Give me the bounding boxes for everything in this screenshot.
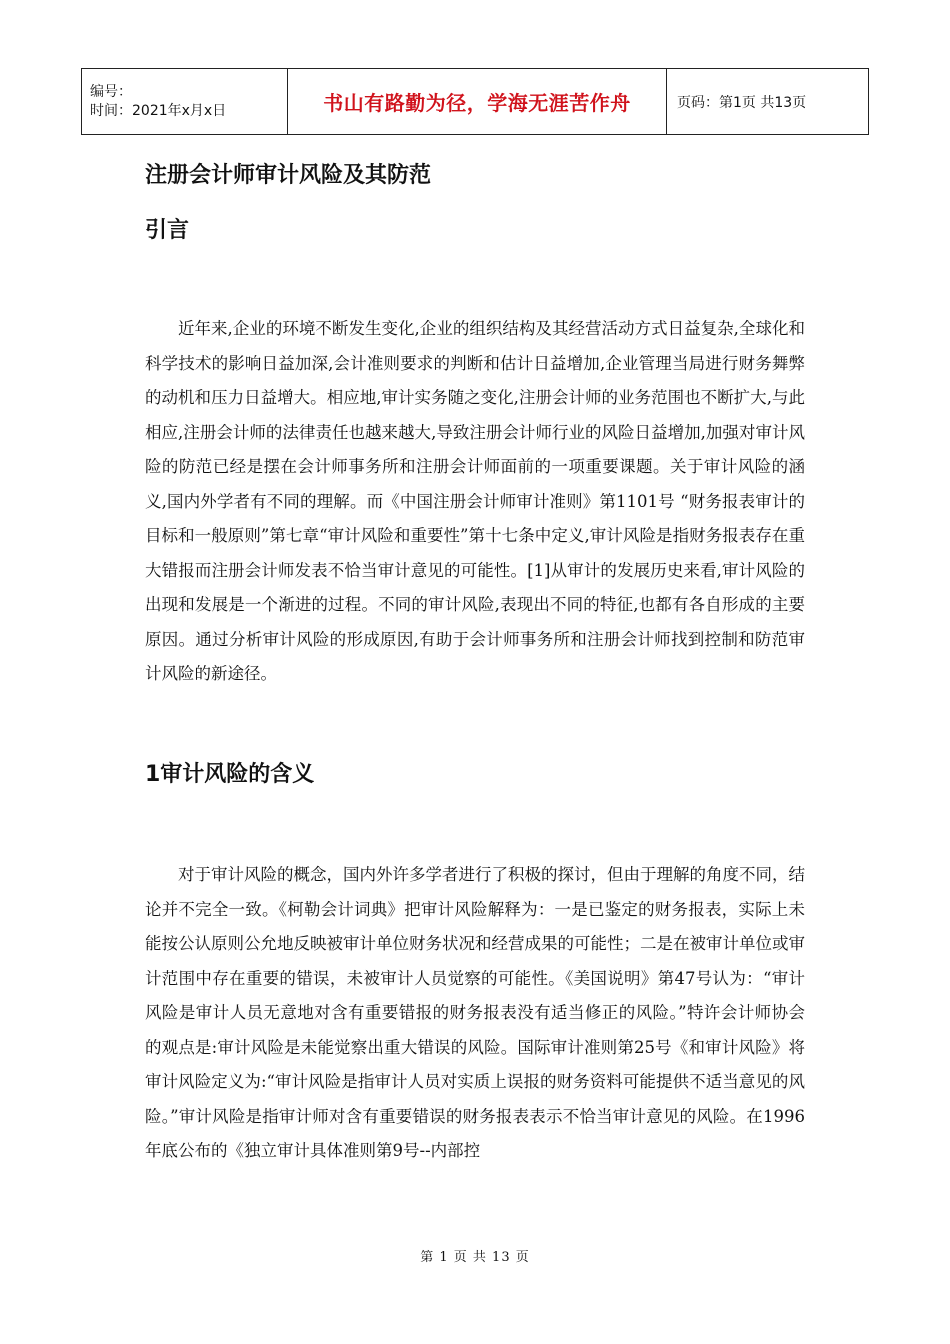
- intro-paragraph: 近年来,企业的环境不断发生变化,企业的组织结构及其经营活动方式日益复杂,全球化和科学技术的影响日益加深,会计准则要求的判断和估计日益增加,企业管理当局进行财务舞弊的动机和压力日益增大。相应地,审计实务随之变化,注册会计师的业务范围也不断扩大,与此相应,注册会计师的法律责任也越来越大,导致注册会计师行业的风险日益增加,加强对审计风险的防范已经是摆在会计师事务所和注册会计师面前的一项重要课题。关于审计风险的涵义,国内外学者有不同的理解。而《中国注册会计师审计准则》第1101号 “财务报表审计的目标和一般原则”第七章“审计风险和重要性”第十七条中定义,审计风险是指财务报表存在重大错报而注册会计师发表不恰当审计意见的可能性。[1]从审计的发展历史来看,审计风险的出现和发展是一个渐进的过程。不同的审计风险,表现出不同的特征,也都有各自形成的主要原因。通过分析审计风险的形成原因,有助于会计师事务所和注册会计师找到控制和防范审计风险的新途径。: [145, 319, 805, 683]
- header-meta-cell: [82, 69, 288, 135]
- section1-paragraph: 对于审计风险的概念，国内外许多学者进行了积极的探讨，但由于理解的角度不同，结论并不完全一致。《柯勒会计词典》把审计风险解释为：一是已鉴定的财务报表，实际上未能按公认原则公允地反映被审计单位财务状况和经营成果的可能性；二是在被审计单位或审计范围中存在重要的错误，未被审计人员觉察的可能性。《美国说明》第47号认为：“审计风险是审计人员无意地对含有重要错报的财务报表没有适当修正的风险。”特许会计师协会的观点是:审计风险是未能觉察出重大错误的风险。国际审计准则第25号《和审计风险》将审计风险定义为:“审计风险是指审计人员对实质上误报的财务资料可能提供不适当意见的风险。”审计风险是指审计师对含有重要错误的财务报表表示不恰当审计意见的风险。在1996年底公布的《独立审计具体准则第9号--内部控: [145, 865, 805, 1160]
- section1-heading: 1审计风险的含义: [145, 762, 315, 787]
- header-motto: 书山有路勤为径，学海无涯苦作舟: [288, 69, 667, 135]
- time-label: 时间：2021年x月x日: [90, 102, 227, 119]
- header-page-label: 页码：第1页 共13页: [667, 69, 869, 135]
- document-title: 注册会计师审计风险及其防范: [145, 163, 432, 188]
- page-footer: 第 1 页 共 13 页: [420, 1250, 530, 1265]
- code-label: 编号：: [90, 83, 132, 100]
- intro-heading: 引言: [145, 218, 190, 243]
- document-header: [81, 68, 869, 135]
